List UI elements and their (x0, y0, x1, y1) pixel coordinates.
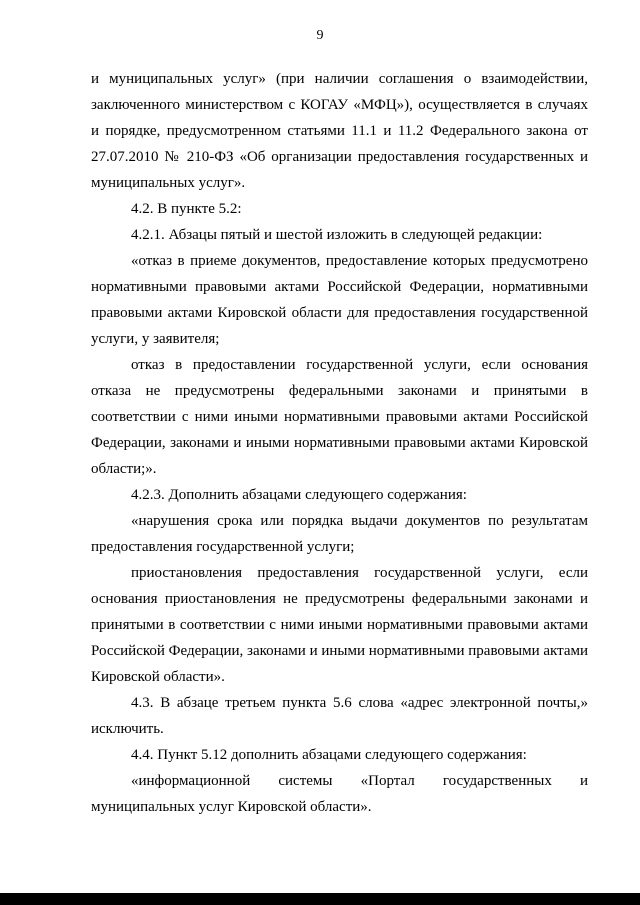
paragraph: 4.4. Пункт 5.12 дополнить абзацами следующего содержания: (131, 747, 527, 763)
paragraph: «отказ в приеме документов, предоставление которых предусмотрено нормативными правовыми актами Российской Федерации, нормативными правовыми актами Кировской области для предоставления государственной услуги, у заявителя; (91, 253, 588, 347)
paragraph: приостановления предоставления государственной услуги, если основания приостановления не предусмотрены федеральными законами и принятыми в соответствии с ними иными нормативными правовыми актами Российской Федерации, законами и иными нормативными правовыми актами Кировской области». (91, 565, 589, 685)
paragraph: и муниципальных услуг» (при наличии соглашения о взаимодействии, заключенного министерством с КОГАУ «МФЦ»), осуществляется в случаях и порядке, предусмотренном статьями 11.1 и 11.2 Федерального закона от 27.07.2010 № 210-ФЗ «Об организации предоставления государственных и муниципальных услуг». (91, 71, 588, 191)
scan-bottom-edge (0, 893, 640, 905)
paragraph: 4.2.1. Абзацы пятый и шестой изложить в следующей редакции: (131, 227, 543, 243)
paragraph: 4.3. В абзаце третьем пункта 5.6 слова «адрес электронной почты,» исключить. (91, 695, 588, 737)
paragraph: 4.2. В пункте 5.2: (131, 201, 242, 217)
paragraph: «нарушения срока или порядка выдачи документов по результатам предоставления государственной услуги; (91, 513, 588, 555)
paragraph: отказ в предоставлении государственной услуги, если основания отказа не предусмотрены федеральными законами и принятыми в соответствии с ними иными нормативными правовыми актами Российской Федерации, законами и иными нормативными правовыми актами Кировской области;». (91, 357, 588, 477)
page-number: 9 (316, 28, 324, 43)
document-body (91, 66, 588, 820)
paragraph: 4.2.3. Дополнить абзацами следующего содержания: (131, 487, 467, 503)
paragraph: «информационной системы «Портал государственных и муниципальных услуг Кировской области». (91, 773, 588, 815)
